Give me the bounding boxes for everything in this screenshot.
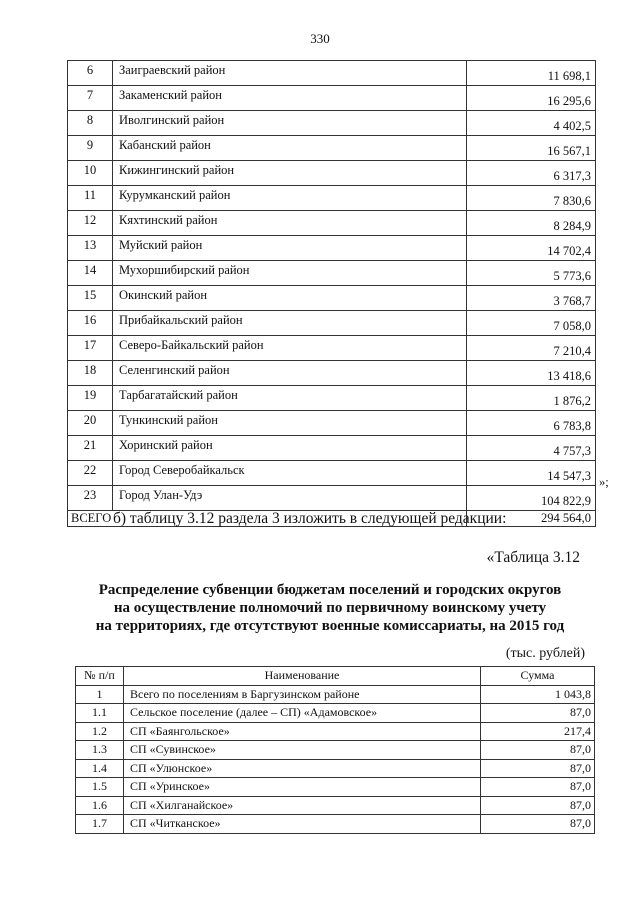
row-value: 3 768,7 [467, 286, 596, 311]
row-number: 10 [68, 161, 113, 186]
row-name: Тарбагатайский район [113, 386, 467, 411]
table-row [68, 211, 596, 236]
table-row [76, 815, 595, 834]
row-number: 13 [68, 236, 113, 261]
row-number: 1.3 [76, 741, 124, 760]
table-row [68, 411, 596, 436]
table-row [68, 386, 596, 411]
table-row [68, 336, 596, 361]
header-number: № п/п [76, 667, 124, 686]
row-name: Кабанский район [113, 136, 467, 161]
table-row [76, 759, 595, 778]
header-sum: Сумма [481, 667, 595, 686]
row-name: Муйский район [113, 236, 467, 261]
row-name: СП «Хилганайское» [124, 796, 481, 815]
table-row [68, 236, 596, 261]
settlement-subvention-table [75, 666, 595, 834]
row-value: 13 418,6 [467, 361, 596, 386]
table-row [76, 796, 595, 815]
row-name: Сельское поселение (далее – СП) «Адамовское» [124, 704, 481, 723]
row-number: 22 [68, 461, 113, 486]
row-value: 14 547,3 [467, 461, 596, 486]
row-value: 7 058,0 [467, 311, 596, 336]
row-name: Город Северобайкальск [113, 461, 467, 486]
district-subvention-table [67, 60, 596, 527]
row-number: 18 [68, 361, 113, 386]
row-name: Селенгинский район [113, 361, 467, 386]
row-number: 19 [68, 386, 113, 411]
row-number: 11 [68, 186, 113, 211]
row-value: 7 210,4 [467, 336, 596, 361]
table-row [68, 436, 596, 461]
header-row [76, 667, 595, 686]
table-title-line: на осуществление полномочий по первичному воинскому учету [113, 600, 547, 616]
row-number: 1.2 [76, 722, 124, 741]
table-row [68, 261, 596, 286]
row-name: Окинский район [113, 286, 467, 311]
row-value: 217,4 [481, 722, 595, 741]
table-row [76, 778, 595, 797]
total-label: ВСЕГО [68, 511, 467, 527]
row-number: 1.5 [76, 778, 124, 797]
row-value: 87,0 [481, 704, 595, 723]
table-row [76, 741, 595, 760]
table-caption: «Таблица 3.12 [486, 549, 580, 566]
row-number: 1 [76, 685, 124, 704]
row-number: 1.4 [76, 759, 124, 778]
row-name: Кижингинский район [113, 161, 467, 186]
row-name: Мухоршибирский район [113, 261, 467, 286]
table-row [68, 136, 596, 161]
table-row [68, 61, 596, 86]
row-value: 87,0 [481, 796, 595, 815]
amendment-paragraph: б) таблицу 3.12 раздела 3 изложить в следующей редакции: [113, 510, 507, 527]
row-value: 87,0 [481, 759, 595, 778]
row-number: 14 [68, 261, 113, 286]
row-name: Северо-Байкальский район [113, 336, 467, 361]
table-title-line: Распределение субвенции бюджетам поселений и городских округов [98, 582, 562, 598]
table-title [40, 581, 620, 635]
page-number: 330 [310, 31, 330, 46]
row-value: 4 757,3 [467, 436, 596, 461]
row-number: 21 [68, 436, 113, 461]
units-label: (тыс. рублей) [505, 646, 585, 661]
row-value: 1 876,2 [467, 386, 596, 411]
row-value: 87,0 [481, 778, 595, 797]
row-number: 1.6 [76, 796, 124, 815]
table-row [76, 722, 595, 741]
row-value: 11 698,1 [467, 61, 596, 86]
row-name: СП «Читканское» [124, 815, 481, 834]
row-name: СП «Улюнское» [124, 759, 481, 778]
row-name: Тункинский район [113, 411, 467, 436]
row-value: 16 295,6 [467, 86, 596, 111]
row-value: 8 284,9 [467, 211, 596, 236]
row-name: СП «Уринское» [124, 778, 481, 797]
row-value: 87,0 [481, 741, 595, 760]
row-number: 8 [68, 111, 113, 136]
table-row [68, 111, 596, 136]
row-name: СП «Сувинское» [124, 741, 481, 760]
row-name: Город Улан-Удэ [113, 486, 467, 511]
closing-quote-mark: »; [599, 475, 609, 489]
row-name: Закаменский район [113, 86, 467, 111]
header-name: Наименование [124, 667, 481, 686]
table-row [68, 161, 596, 186]
table-row [68, 286, 596, 311]
row-name: Хоринский район [113, 436, 467, 461]
row-value: 104 822,9 [467, 486, 596, 511]
row-number: 6 [68, 61, 113, 86]
row-number: 23 [68, 486, 113, 511]
row-number: 7 [68, 86, 113, 111]
row-number: 17 [68, 336, 113, 361]
row-value: 7 830,6 [467, 186, 596, 211]
row-value: 1 043,8 [481, 685, 595, 704]
row-name: Всего по поселениям в Баргузинском районе [124, 685, 481, 704]
row-name: Заиграевский район [113, 61, 467, 86]
table-row [68, 311, 596, 336]
table-row [76, 704, 595, 723]
row-name: Кяхтинский район [113, 211, 467, 236]
row-number: 1.7 [76, 815, 124, 834]
row-name: Иволгинский район [113, 111, 467, 136]
total-value: 294 564,0 [467, 511, 596, 527]
row-value: 6 317,3 [467, 161, 596, 186]
row-number: 20 [68, 411, 113, 436]
table-row [68, 461, 596, 486]
table-row [68, 361, 596, 386]
table-row [68, 186, 596, 211]
table-row [68, 86, 596, 111]
row-number: 9 [68, 136, 113, 161]
table-title-line: на территориях, где отсутствуют военные комиссариаты, на 2015 год [95, 618, 565, 634]
row-number: 15 [68, 286, 113, 311]
row-value: 4 402,5 [467, 111, 596, 136]
table-row [76, 685, 595, 704]
row-value: 16 567,1 [467, 136, 596, 161]
row-number: 16 [68, 311, 113, 336]
row-value: 14 702,4 [467, 236, 596, 261]
row-value: 87,0 [481, 815, 595, 834]
row-number: 12 [68, 211, 113, 236]
row-number: 1.1 [76, 704, 124, 723]
row-name: СП «Баянгольское» [124, 722, 481, 741]
row-name: Курумканский район [113, 186, 467, 211]
row-value: 5 773,6 [467, 261, 596, 286]
row-value: 6 783,8 [467, 411, 596, 436]
table-row [68, 486, 596, 511]
row-name: Прибайкальский район [113, 311, 467, 336]
